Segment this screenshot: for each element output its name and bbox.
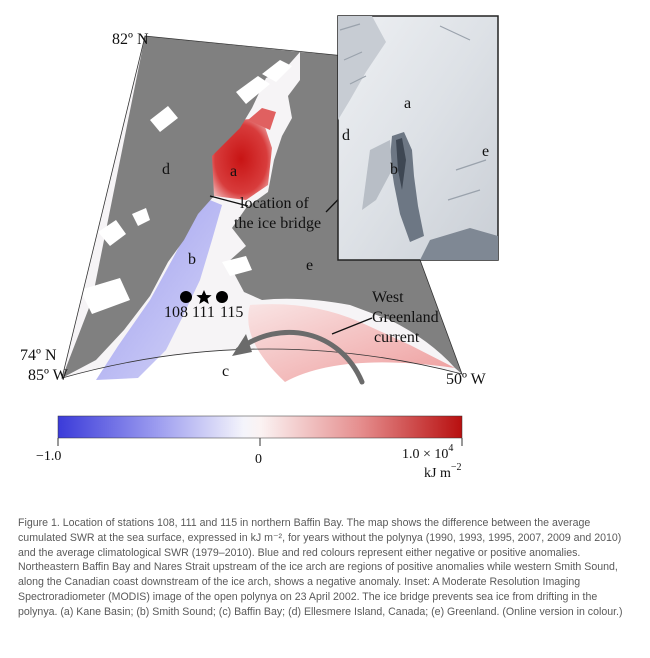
inset-label-d: d	[342, 127, 350, 144]
bridge-label-line1: location of	[240, 195, 309, 212]
lat-bottom-label: 74º N	[20, 347, 57, 364]
label-a: a	[230, 163, 238, 180]
label-d: d	[162, 161, 170, 178]
station-115-label: 115	[220, 304, 244, 321]
colorbar-gradient	[58, 416, 462, 438]
figure-caption: Figure 1. Location of stations 108, 111 and 115 in northern Baffin Bay. The map shows the difference between the average cumulated SWR at the sea surface, expressed in kJ m⁻², for years without the polynya (1990, 1993, 1995, 2007, 2009 and 2010) and the average climatological SWR (1979–2010). Blue and red colours represent either negative or positive anomalies. Northeastern Baffin Bay and Nares Strait upstream of the ice arch are regions of positive anomalies while western Smith Sound, along the Canadian coast downstream of the ice arch, shows a negative anomaly. Inset: A Moderate Resolution Imaging Spectroradiometer (MODIS) image of the open polynya on 23 April 2002. The ice bridge prevents sea ice from drifting in the polynya. (a) Kane Basin; (b) Smith Sound; (c) Baffin Bay; (d) Ellesmere Island, Canada; (e) Greenland. (Online version in colour.)	[18, 517, 623, 618]
lon-left-label: 85º W	[28, 367, 68, 384]
inset-label-a: a	[404, 95, 412, 112]
colorbar-mid-label: 0	[255, 452, 262, 467]
inset-modis-image	[338, 16, 498, 260]
station-111-label: 111	[192, 304, 215, 321]
station-108-marker	[180, 291, 192, 303]
label-b: b	[188, 251, 196, 268]
colorbar-unit-label: kJ $m^{-2}$	[424, 462, 462, 481]
inset-label-b: b	[390, 161, 398, 178]
colorbar-min-label: −1.0	[36, 449, 62, 464]
colorbar-max-label: $1.0 \times 10^4$	[402, 443, 454, 462]
current-label-line1: West	[372, 289, 404, 306]
label-e: e	[306, 257, 314, 274]
station-108-label: 108	[164, 304, 188, 321]
label-c: c	[222, 363, 230, 380]
lat-top-label: 82º N	[112, 31, 149, 48]
bridge-label-line2: the ice bridge	[234, 215, 322, 232]
current-label-line3: current	[374, 329, 420, 346]
current-label-line2: Greenland	[372, 309, 439, 326]
lon-right-label: 50º W	[446, 371, 486, 388]
colorbar	[36, 416, 462, 481]
station-115-marker	[216, 291, 228, 303]
inset-label-e: e	[482, 143, 490, 160]
